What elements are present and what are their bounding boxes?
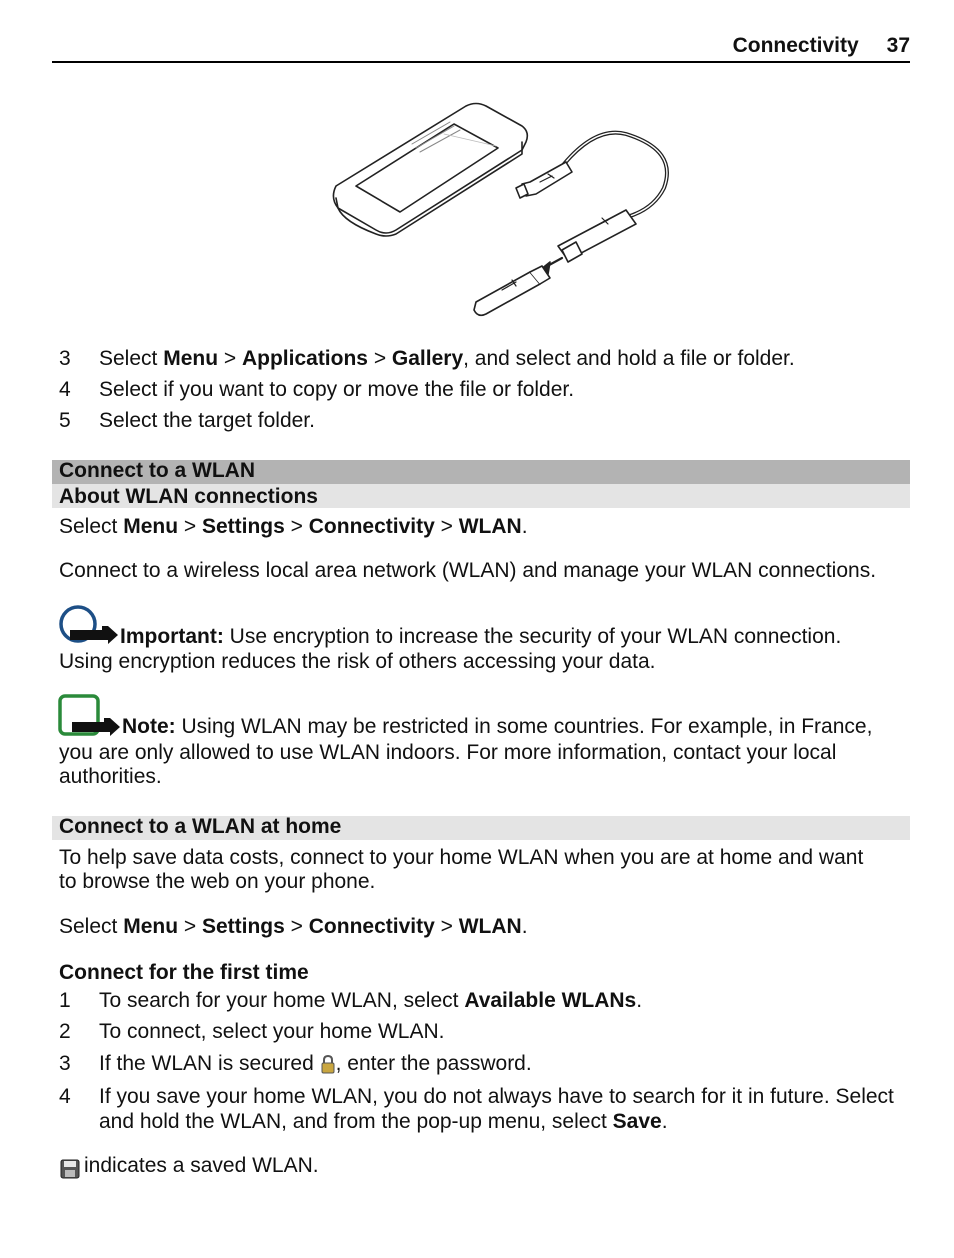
note-line1: Note: Using WLAN may be restricted in some countries. For example, in France, — [122, 715, 873, 738]
lock-icon — [320, 1054, 336, 1074]
step-text: To search for your home WLAN, select Available WLANs. — [99, 989, 643, 1012]
subsection-title: About WLAN connections — [59, 485, 318, 508]
first-time-heading: Connect for the first time — [59, 961, 309, 984]
step-number: 4 — [59, 378, 71, 401]
subsection-header-home-wlan — [52, 816, 910, 840]
note-line2: you are only allowed to use WLAN indoors. For more information, contact your local — [59, 741, 837, 764]
step-text: To connect, select your home WLAN. — [99, 1020, 445, 1043]
important-line2: Using encryption reduces the risk of others accessing your data. — [59, 650, 656, 673]
important-line1: Important: Use encryption to increase the security of your WLAN connection. — [120, 625, 842, 648]
important-hand-icon — [58, 604, 118, 646]
menu-path: Select Menu > Settings > Connectivity > WLAN. — [59, 915, 528, 938]
step-number: 3 — [59, 347, 71, 370]
header-rule — [52, 61, 910, 63]
step-number: 4 — [59, 1085, 71, 1108]
about-description: Connect to a wireless local area network (WLAN) and manage your WLAN connections. — [59, 559, 877, 582]
important-label: Important: — [120, 625, 224, 648]
saved-wlan-text: indicates a saved WLAN. — [84, 1154, 319, 1177]
page-header — [733, 34, 910, 58]
saved-wlan-icon — [60, 1159, 80, 1179]
note-line3: authorities. — [59, 765, 162, 788]
note-hand-icon — [58, 694, 120, 738]
step-number: 5 — [59, 409, 71, 432]
step-number: 3 — [59, 1052, 71, 1075]
phone-usb-otg-cable-illustration — [326, 98, 676, 320]
subsection-title: Connect to a WLAN at home — [59, 815, 342, 838]
step-text: If the WLAN is secured , enter the password. — [99, 1052, 532, 1075]
step-text-line2: and hold the WLAN, and from the pop-up menu, select Save. — [99, 1110, 668, 1133]
subsection-header-about-wlan — [52, 484, 910, 508]
step-number: 1 — [59, 989, 71, 1012]
step-number: 2 — [59, 1020, 71, 1043]
home-desc-line1: To help save data costs, connect to your home WLAN when you are at home and want — [59, 846, 864, 869]
step-text: Select the target folder. — [99, 409, 315, 432]
step-text: Select if you want to copy or move the file or folder. — [99, 378, 575, 401]
step-text-line1: If you save your home WLAN, you do not always have to search for it in future. Select — [99, 1085, 894, 1108]
page-number: 37 — [886, 34, 910, 57]
menu-path: Select Menu > Settings > Connectivity > WLAN. — [59, 515, 528, 538]
note-label: Note: — [122, 715, 176, 738]
section-header-connect-to-wlan — [52, 460, 910, 484]
header-section-title: Connectivity — [732, 34, 859, 57]
step-text: Select Menu > Applications > Gallery, and select and hold a file or folder. — [99, 347, 795, 370]
section-title: Connect to a WLAN — [59, 459, 255, 482]
home-desc-line2: to browse the web on your phone. — [59, 870, 376, 893]
